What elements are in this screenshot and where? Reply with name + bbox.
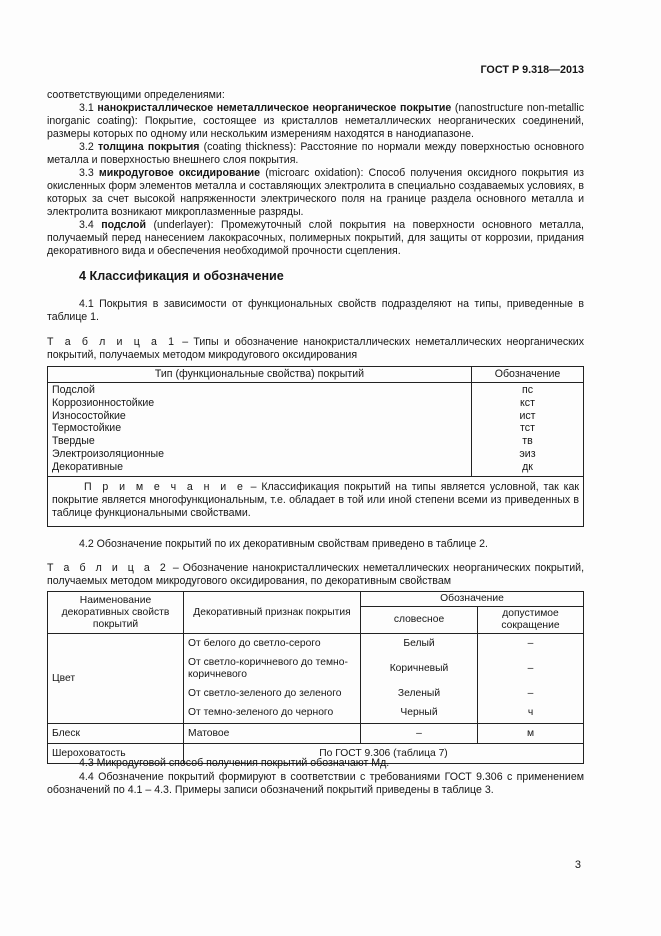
table-2: [47, 591, 584, 764]
table-cell-sign: От светло-зеленого до зеленого: [184, 684, 361, 704]
term-number: 3.4: [79, 219, 94, 231]
section-4-title: 4 Классификация и обозначение: [79, 269, 284, 283]
term-number: 3.2: [79, 141, 94, 153]
table-2-header-word: словесное: [361, 607, 478, 634]
document-header-standard: ГОСТ Р 9.318—2013: [480, 64, 584, 76]
table-cell-code: эиз: [519, 447, 536, 460]
table-cell-word: Коричневый: [361, 654, 478, 684]
term-definition: (microarc oxidation): Способ получения оксидного покрытия из окисленных форм элементов металла и составляющих электролита в специально создаваемых условиях, в которых за счет высокой напряженности электрического поля на границе раздела основного металла и электролита возникают микроплазменные разряды.: [47, 167, 585, 218]
paragraph-4-3: 4.3 Микродуговой способ получения покрытий обозначают Мд.: [79, 757, 390, 769]
term-number: 3.3: [79, 167, 94, 179]
table-1-header-code: Обозначение: [472, 367, 584, 383]
table-2-roughness-value: По ГОСТ 9.306 (таблица 7): [184, 744, 584, 764]
table-row: Термостойкие: [52, 422, 122, 435]
term-name: подслой: [101, 219, 147, 231]
table-2-roughness-label: Шероховатость: [48, 744, 184, 764]
term-number: 3.1: [79, 102, 94, 114]
table-row: Коррозионностойкие: [52, 396, 155, 409]
table-1-header-type: Тип (функциональные свойства) покрытий: [48, 367, 472, 383]
table-row: Твердые: [52, 435, 95, 448]
table-cell-code: кст: [520, 396, 535, 409]
table-2-gloss-label: Блеск: [48, 724, 184, 744]
table-caption-text: – Типы и обозначение нанокристаллических неметаллических неорганических покрытий, получаемых методом микродугового оксидирования: [47, 336, 584, 361]
intro-line: соответствующими определениями:: [47, 89, 225, 101]
table-cell-abbr: м: [478, 724, 584, 744]
table-cell-sign: Матовое: [184, 724, 361, 744]
table-caption-label: Т а б л и ц а 2: [47, 562, 169, 574]
table-cell-abbr: –: [478, 654, 584, 684]
term-definition: (coating thickness): Расстояние по нормали между поверхностью основного металла и поверхностью внешнего слоя покрытия.: [47, 141, 584, 166]
note-text: – Классификация покрытий на типы является условной, так как покрытие является многофункциональным, т.е. обладает в той или иной степени всеми из приведенных в таблице функциональными свойствами.: [52, 480, 579, 519]
table-cell-abbr: –: [478, 634, 584, 654]
table-2-header-sign: Декоративный признак покрытия: [184, 592, 361, 634]
table-cell-sign: От белого до светло-серого: [184, 634, 361, 654]
table-2-header-name: Наименование декоративных свойств покрытий: [48, 592, 184, 634]
page-number: 3: [574, 859, 581, 871]
paragraph-4-1: 4.1 Покрытия в зависимости от функциональных свойств подразделяют на типы, приведенные в таблице 1.: [47, 298, 584, 323]
term-name: нанокристаллическое неметаллическое неорганическое покрытие: [97, 102, 452, 114]
table-1-types-cell: [48, 383, 472, 477]
table-2-header-designation: Обозначение: [361, 592, 584, 607]
table-2-color-label: Цвет: [48, 634, 184, 724]
table-cell-abbr: –: [478, 684, 584, 704]
table-1: [47, 366, 584, 527]
table-1-note: [48, 476, 584, 526]
table-cell-code: тв: [522, 435, 533, 448]
table-cell-code: тст: [520, 422, 535, 435]
table-row: Износостойкие: [52, 409, 126, 422]
term-3-1: [47, 102, 584, 141]
paragraph-4-2: 4.2 Обозначение покрытий по их декоративным свойствам приведено в таблице 2.: [79, 538, 488, 550]
table-cell-abbr: ч: [478, 704, 584, 724]
table-cell-word: Черный: [361, 704, 478, 724]
table-2-header-abbr: допустимое сокращение: [478, 607, 584, 634]
table-row: Электроизоляционные: [52, 447, 165, 460]
table-row: Декоративные: [52, 460, 124, 473]
term-3-3: [47, 167, 584, 219]
term-definition: (nanostructure non-metallic inorganic coating): Покрытие, состоящее из кристаллов неметаллических неорганических соединений, размеры которых по одному или нескольким измерениям находятся в нанодиапазоне.: [47, 102, 585, 140]
terms-block: [47, 102, 584, 258]
table-cell-code: ист: [519, 409, 536, 422]
term-definition: (underlayer): Промежуточный слой покрытия на поверхности основного металла, получаемый перед нанесением лакокрасочных, полимерных покрытий, для защиты от коррозии, придания декоративного вида и обеспечения необходимой прочности сцепления.: [47, 219, 585, 257]
table-cell-sign: От светло-коричневого до темно-коричневого: [184, 654, 361, 684]
table-cell-word: Зеленый: [361, 684, 478, 704]
table-cell-word: Белый: [361, 634, 478, 654]
paragraph-4-4: 4.4 Обозначение покрытий формируют в соответствии с требованиями ГОСТ 9.306 с применением обозначений по 4.1 – 4.3. Примеры записи обозначений покрытий приведены в таблице 3.: [47, 771, 584, 796]
term-3-2: [47, 141, 584, 167]
term-3-4: [47, 219, 584, 258]
table-1-codes-cell: [472, 383, 584, 477]
table-row: Подслой: [52, 384, 95, 396]
table-caption-text: – Обозначение нанокристаллических неметаллических неорганических покрытий, получаемых методом микродугового оксидирования, по декоративным свойствам: [47, 562, 585, 587]
note-label: П р и м е ч а н и е: [84, 480, 246, 493]
term-name: микродуговое оксидирование: [98, 167, 261, 179]
table-1-caption: [47, 336, 584, 362]
table-caption-label: Т а б л и ц а 1: [47, 336, 178, 348]
table-cell-sign: От темно-зеленого до черного: [184, 704, 361, 724]
table-cell-code: пс: [521, 384, 534, 396]
table-cell-code: дк: [522, 460, 533, 473]
table-2-caption: [47, 562, 584, 588]
table-cell-word: –: [361, 724, 478, 744]
term-name: толщина покрытия: [97, 141, 200, 153]
